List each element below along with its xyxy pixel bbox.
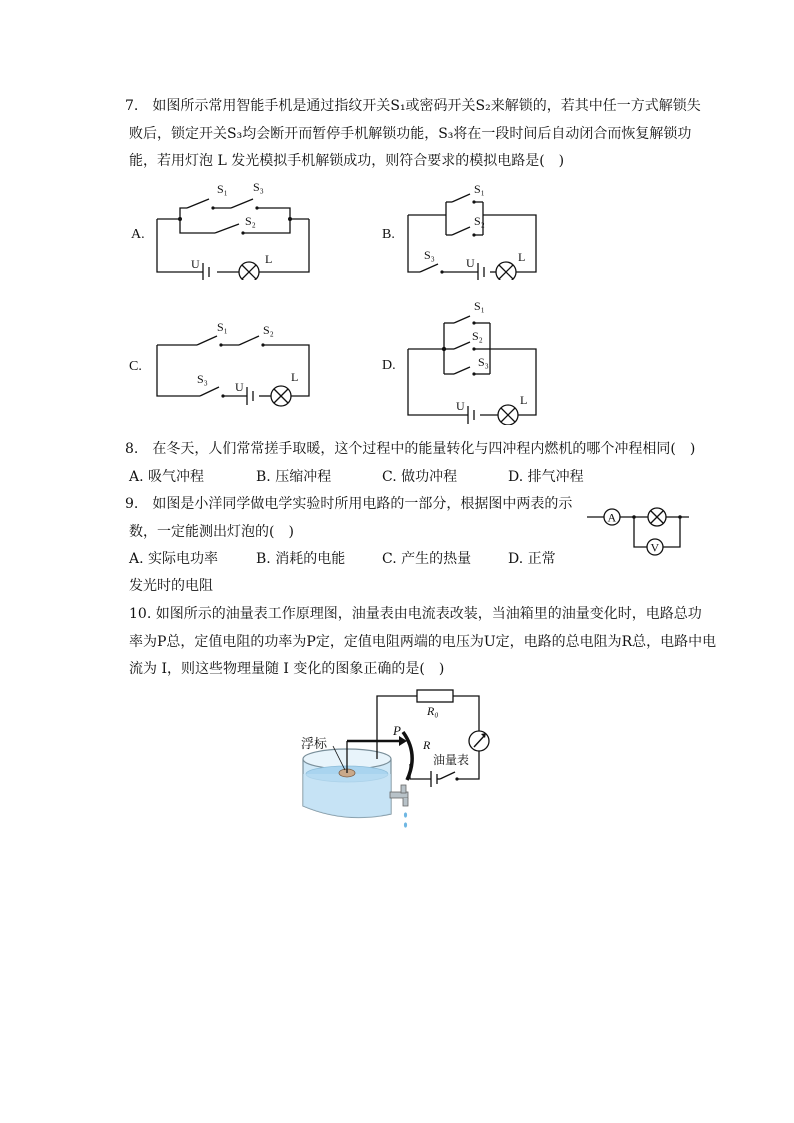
label-s1: S₁ — [217, 320, 228, 334]
faucet-icon — [390, 785, 408, 828]
label-p: P — [393, 723, 401, 738]
switch-s3 — [231, 199, 259, 210]
q9-line-2: 数，一定能测出灯泡的( ) — [129, 524, 294, 540]
q10-line-2: 率为P总，定值电阻的功率为P定，定值电阻两端的电压为U定，电路的总电阻为R总，电路中电 — [129, 634, 717, 650]
switch-s2 — [239, 336, 265, 347]
label-u: U — [456, 399, 465, 413]
q8-line-1: 8. 在冬天，人们常常搓手取暖，这个过程中的能量转化与四冲程内燃机的哪个冲程相同( ) — [125, 441, 696, 457]
switch-s1 — [187, 199, 215, 210]
voltmeter-label: V — [650, 540, 660, 555]
ammeter-label: A — [607, 510, 617, 525]
label-u: U — [466, 256, 475, 270]
q7-circuit-b — [378, 175, 568, 280]
q9-option-a: A. 实际电功率 — [129, 551, 219, 567]
label-s2: S₂ — [245, 214, 256, 228]
q8-option-c: C. 做功冲程 — [382, 469, 458, 485]
label-s3: S₃ — [197, 372, 208, 386]
q7-circuit-c — [125, 315, 325, 415]
switch-icon — [440, 772, 459, 781]
battery-icon — [468, 406, 474, 424]
q7-line-3: 能，若用灯泡 L 发光模拟手机解锁成功，则符合要求的模拟电路是( ) — [129, 153, 565, 169]
voltmeter-icon — [647, 539, 663, 555]
q8-option-a: A. 吸气冲程 — [129, 469, 205, 485]
option-a-label: A. — [131, 227, 145, 242]
label-l: L — [520, 393, 528, 407]
q9-circuit — [585, 503, 695, 559]
lamp-icon — [239, 262, 259, 280]
q9-option-d-cont: 发光时的电阻 — [129, 578, 213, 594]
label-u: U — [235, 380, 244, 394]
oil-meter-label: 油量表 — [433, 753, 470, 767]
switch-s1 — [454, 316, 476, 325]
battery-icon — [247, 387, 253, 405]
label-l: L — [291, 370, 299, 384]
resistor-r0 — [417, 690, 453, 702]
q9-option-b: B. 消耗的电能 — [256, 551, 346, 567]
q10-oil-gauge-diagram — [295, 684, 505, 829]
label-s1: S₁ — [474, 299, 485, 313]
switch-s3 — [454, 367, 476, 376]
option-c-label: C. — [129, 359, 142, 374]
option-b-label: B. — [382, 227, 395, 242]
label-s3: S₃ — [253, 180, 264, 194]
label-l: L — [265, 252, 273, 266]
switch-s1 — [452, 194, 476, 204]
q9-line-1: 9. 如图是小洋同学做电学实验时所用电路的一部分，根据图中两表的示 — [125, 496, 573, 512]
battery-icon — [431, 771, 437, 787]
battery-icon — [203, 263, 209, 280]
label-s3: S₃ — [478, 355, 489, 369]
q7-circuit-d — [378, 290, 568, 425]
float-label: 浮标 — [301, 737, 328, 752]
oil-meter-icon — [469, 731, 489, 751]
label-s2: S₂ — [474, 214, 485, 228]
label-l: L — [518, 250, 526, 264]
q8-option-d: D. 排气冲程 — [508, 469, 584, 485]
label-s2: S₂ — [472, 329, 483, 343]
label-s2: S₂ — [263, 323, 274, 337]
lamp-icon — [271, 386, 291, 406]
label-r: R — [423, 738, 431, 752]
switch-s2 — [454, 342, 476, 351]
lamp-icon — [648, 508, 666, 526]
q7-line-1: 7. 如图所示常用智能手机是通过指纹开关S₁或密码开关S₂来解锁的，若其中任一方式解锁失 — [125, 98, 701, 114]
ammeter-icon — [604, 509, 620, 525]
variable-resistor-r — [403, 732, 412, 780]
switch-s2 — [215, 224, 245, 235]
label-s1: S₁ — [217, 182, 228, 196]
lamp-icon — [498, 405, 518, 425]
q8-option-b: B. 压缩冲程 — [256, 469, 332, 485]
battery-icon — [478, 263, 484, 280]
q7-circuit-a — [125, 175, 325, 280]
switch-s1 — [197, 336, 223, 347]
switch-s3 — [200, 387, 225, 398]
label-s3: S₃ — [424, 248, 435, 262]
switch-s3 — [420, 264, 444, 274]
q9-option-d: D. 正常 — [508, 551, 556, 567]
q10-line-3: 流为 I，则这些物理量随 I 变化的图象正确的是( ) — [129, 661, 445, 677]
label-s1: S₁ — [474, 182, 485, 196]
label-r0: R₀ — [427, 704, 439, 718]
label-u: U — [191, 257, 200, 271]
q10-line-1: 10. 如图所示的油量表工作原理图，油量表由电流表改装，当油箱里的油量变化时，电路总功 — [129, 606, 702, 622]
switch-s2 — [452, 227, 476, 237]
q9-option-c: C. 产生的热量 — [382, 551, 472, 567]
lamp-icon — [496, 262, 516, 280]
q7-line-2: 败后，锁定开关S₃均会断开而暂停手机解锁功能，S₃将在一段时间后自动闭合而恢复解锁功 — [129, 126, 692, 142]
option-d-label: D. — [382, 358, 396, 373]
